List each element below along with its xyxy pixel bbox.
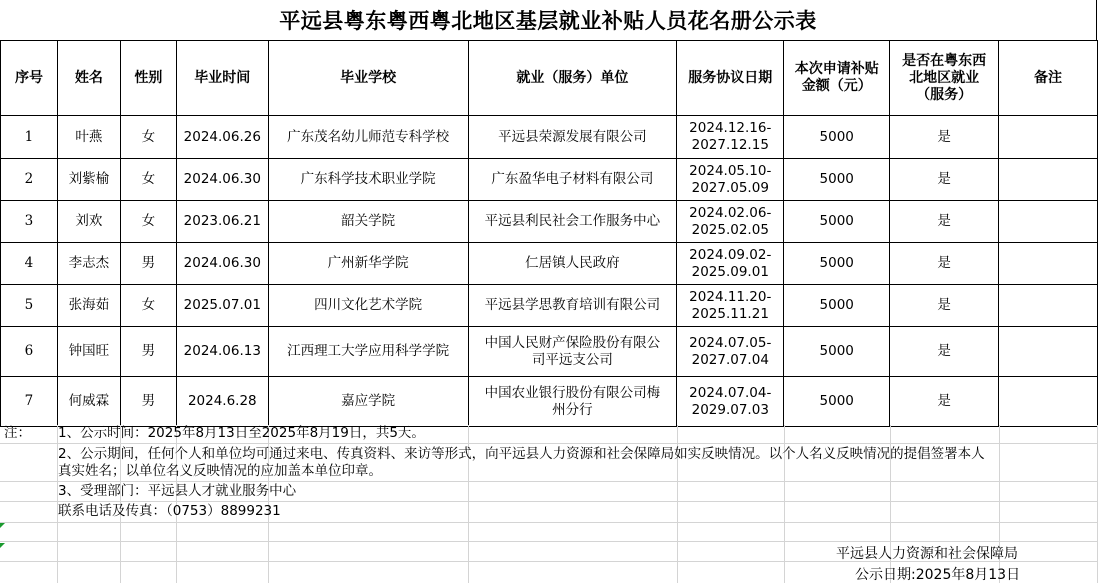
header-region-line1: 是否在粤东西 [902,52,987,69]
table-row [1,377,1098,427]
cell-region: 是 [890,201,999,243]
cell-amount: 5000 [784,377,890,427]
cell-gender: 女 [120,201,176,243]
signoff-department: 平远县人力资源和社会保障局 [836,546,1018,562]
cell-remark [999,243,1098,285]
cell-amount: 5000 [784,201,890,243]
cell-name: 刘欢 [57,201,120,243]
note-publicity-period: 1、公示时间：2025年8月13日至2025年8月19日，共5天。 [58,425,425,441]
cell-amount: 5000 [784,327,890,377]
employer-line1: 广东盈华电子材料有限公司 [491,171,654,187]
header-name: 姓名 [57,41,120,116]
cell-seq: 7 [1,377,58,427]
cell-amount: 5000 [784,285,890,327]
cell-gender: 男 [120,377,176,427]
header-grad-time: 毕业时间 [176,41,268,116]
cell-school: 四川文化艺术学院 [268,285,468,327]
cell-name: 刘紫榆 [57,159,120,201]
date-line1: 2024.07.05- [689,334,772,351]
cell-name: 张海茹 [57,285,120,327]
cell-gender: 男 [120,327,176,377]
cell-school: 嘉应学院 [268,377,468,427]
cell-seq: 3 [1,201,58,243]
cell-grad-time: 2025.07.01 [176,285,268,327]
cell-gender: 女 [120,285,176,327]
subsidy-roster-table [0,40,1098,427]
employer-line1: 平远县利民社会工作服务中心 [484,213,661,229]
empty-row [0,523,1098,542]
date-line1: 2024.05.10- [689,162,772,179]
cell-grad-time: 2024.06.26 [176,116,268,159]
cell-amount: 5000 [784,243,890,285]
header-amount-line1: 本次申请补贴 [794,61,879,77]
cell-grad-time: 2023.06.21 [176,201,268,243]
cell-agreement-date [677,285,784,327]
employer-line1: 仁居镇人民政府 [525,255,620,271]
cell-employer [468,327,677,377]
cell-amount: 5000 [784,159,890,201]
date-line2: 2025.09.01 [691,263,769,280]
date-line2: 2025.11.21 [691,305,769,322]
cell-region: 是 [890,327,999,377]
cell-remark [999,285,1098,327]
note-row-4 [0,502,1098,523]
table-row [1,159,1098,201]
cell-agreement-date [677,377,784,427]
header-amount-line2: 金额（元） [801,78,872,94]
header-region-line3: （服务） [916,86,973,103]
employer-line2: 司平远支公司 [531,351,613,368]
date-line2: 2027.12.15 [691,137,769,153]
date-line2: 2025.02.05 [691,221,769,238]
header-seq: 序号 [1,41,58,116]
cell-school: 广东茂名幼儿师范专科学校 [268,116,468,159]
date-line1: 2024.12.16- [689,120,772,136]
signoff-date: 公示日期:2025年8月13日 [855,567,1021,583]
cell-region: 是 [890,116,999,159]
cell-employer [468,285,677,327]
page-title: 平远县粤东粤西粤北地区基层就业补贴人员花名册公示表 [0,0,1097,40]
employer-line2: 州分行 [552,401,593,418]
cell-grad-time: 2024.06.30 [176,243,268,285]
header-amount [784,41,890,116]
header-region [890,41,999,116]
cell-school: 韶关学院 [268,201,468,243]
cell-employer [468,159,677,201]
header-row [1,41,1098,116]
cell-school: 广州新华学院 [268,243,468,285]
employer-line1: 中国农业银行股份有限公司梅 [484,384,661,401]
employer-line1: 平远县荣源发展有限公司 [498,128,647,145]
cell-gender: 女 [120,116,176,159]
table-row [1,201,1098,243]
cell-grad-time: 2024.6.28 [176,377,268,427]
cell-name: 叶燕 [57,116,120,159]
cell-marker [0,543,5,548]
cell-agreement-date [677,327,784,377]
cell-seq: 1 [1,116,58,159]
notes-label: 注： [4,425,31,441]
cell-school: 江西理工大学应用科学学院 [268,327,468,377]
cell-remark [999,327,1098,377]
cell-grad-time: 2024.06.30 [176,159,268,201]
date-line1: 2024.07.04- [689,384,772,401]
cell-remark [999,201,1098,243]
note-feedback-line1: 2、公示期间，任何个人和单位均可通过来电、传真资料、来访等形式，向平远县人力资源和社会保障局如实反映情况。以个人名义反映情况的提倡签署本人 [58,446,985,462]
date-line1: 2024.02.06- [689,204,772,221]
cell-seq: 2 [1,159,58,201]
table-row [1,327,1098,377]
cell-remark [999,159,1098,201]
date-line2: 2027.05.09 [691,179,769,196]
cell-amount: 5000 [784,116,890,159]
cell-name: 何威霖 [57,377,120,427]
date-line1: 2024.11.20- [689,288,772,305]
cell-employer [468,116,677,159]
date-line2: 2029.07.03 [691,401,769,418]
employer-line1: 平远县学思教育培训有限公司 [484,297,661,313]
table-row [1,243,1098,285]
cell-name: 李志杰 [57,243,120,285]
header-employer: 就业（服务）单位 [468,41,677,116]
note-feedback [58,446,1088,480]
header-gender: 性别 [120,41,176,116]
cell-region: 是 [890,285,999,327]
cell-remark [999,116,1098,159]
header-remark: 备注 [999,41,1098,116]
cell-gender: 女 [120,159,176,201]
note-feedback-line2: 真实姓名；以单位名义反映情况的应加盖本单位印章。 [58,463,382,479]
note-department: 3、受理部门：平远县人才就业服务中心 [58,483,297,499]
employer-line1: 中国人民财产保险股份有限公 [484,334,661,351]
cell-seq: 4 [1,243,58,285]
cell-region: 是 [890,243,999,285]
header-school: 毕业学校 [268,41,468,116]
cell-employer [468,243,677,285]
cell-school: 广东科学技术职业学院 [268,159,468,201]
cell-employer [468,201,677,243]
cell-agreement-date [677,159,784,201]
table-row [1,116,1098,159]
date-line2: 2027.07.04 [691,351,769,368]
header-agreement-date: 服务协议日期 [677,41,784,116]
date-line1: 2024.09.02- [689,246,772,263]
cell-seq: 6 [1,327,58,377]
cell-grad-time: 2024.06.13 [176,327,268,377]
cell-employer [468,377,677,427]
cell-region: 是 [890,159,999,201]
table-row [1,285,1098,327]
cell-agreement-date [677,243,784,285]
cell-remark [999,377,1098,427]
note-row-3 [0,482,1098,502]
note-row-1 [0,425,1098,444]
cell-gender: 男 [120,243,176,285]
cell-name: 钟国旺 [57,327,120,377]
cell-seq: 5 [1,285,58,327]
cell-marker [0,523,5,528]
header-region-line2: 北地区就业 [909,69,980,86]
note-contact: 联系电话及传真：（0753）8899231 [58,503,281,519]
cell-agreement-date [677,116,784,159]
note-row-2 [0,444,1098,482]
cell-agreement-date [677,201,784,243]
cell-region: 是 [890,377,999,427]
